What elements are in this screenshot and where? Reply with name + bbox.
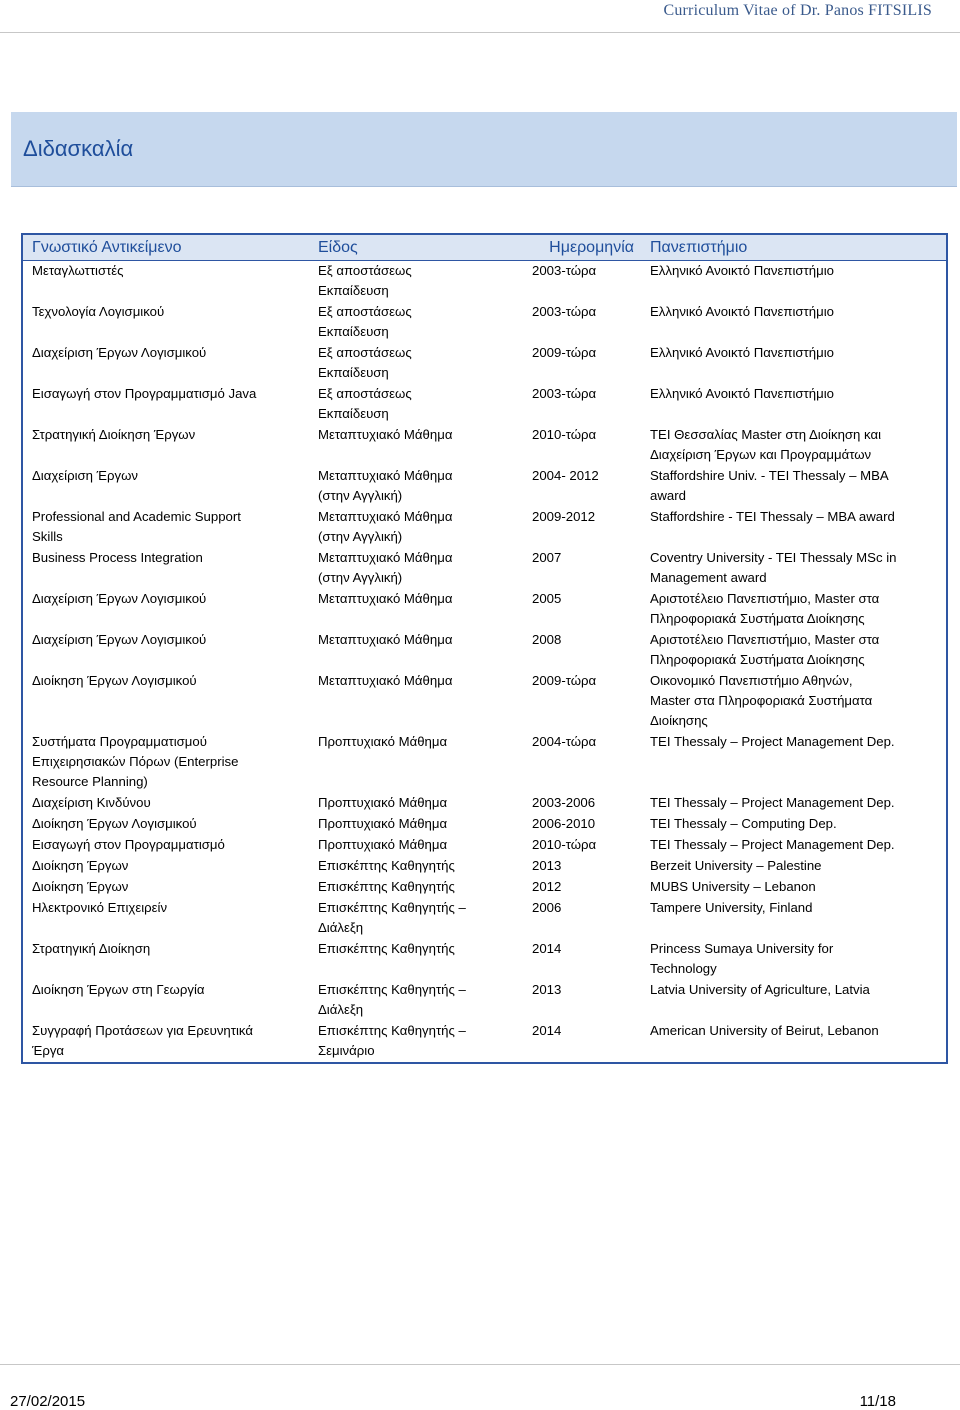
cell-university: Berzeit University – Palestine xyxy=(650,858,822,873)
cell-type: Εξ αποστάσεως Εκπαίδευση xyxy=(318,386,412,421)
cell-type: Μεταπτυχιακό Μάθημα (στην Αγγλική) xyxy=(318,468,453,503)
column-header-university: Πανεπιστήμιο xyxy=(640,234,947,261)
header-divider xyxy=(0,32,960,33)
cell-subject: Εισαγωγή στον Προγραμματισμό xyxy=(32,837,225,852)
cell-date: 2004- 2012 xyxy=(532,468,599,483)
cell-type: Προπτυχιακό Μάθημα xyxy=(318,816,448,831)
cell-type: Επισκέπτης Καθηγητής xyxy=(318,879,455,894)
cell-date: 2004-τώρα xyxy=(532,734,597,749)
cell-university: TEI Thessaly – Project Management Dep. xyxy=(650,734,895,749)
cell-type: Επισκέπτης Καθηγητής – Διάλεξη xyxy=(318,982,466,1017)
cell-date: 2006-2010 xyxy=(532,816,596,831)
cell-type: Εξ αποστάσεως Εκπαίδευση xyxy=(318,304,412,339)
cell-date: 2003-τώρα xyxy=(532,263,597,278)
cell-type: Μεταπτυχιακό Μάθημα xyxy=(318,673,453,688)
teaching-table xyxy=(21,233,948,1064)
document-header-title: Curriculum Vitae of Dr. Panos FITSILIS xyxy=(663,2,932,19)
table-row xyxy=(22,425,947,466)
cell-university: American University of Beirut, Lebanon xyxy=(650,1023,879,1038)
table-row xyxy=(22,732,947,793)
table-row xyxy=(22,939,947,980)
cell-university: TEI Thessaly – Computing Dep. xyxy=(650,816,837,831)
cell-subject: Business Process Integration xyxy=(32,550,203,565)
cell-type: Μεταπτυχιακό Μάθημα (στην Αγγλική) xyxy=(318,509,453,544)
cell-university: Ελληνικό Ανοικτό Πανεπιστήμιο xyxy=(650,304,834,319)
table-row xyxy=(22,261,947,303)
table-row xyxy=(22,630,947,671)
cell-type: Προπτυχιακό Μάθημα xyxy=(318,734,448,749)
cell-date: 2003-τώρα xyxy=(532,304,597,319)
table-row xyxy=(22,835,947,856)
cell-subject: Εισαγωγή στον Προγραμματισμό Java xyxy=(32,386,257,401)
footer-page-number: 11/18 xyxy=(859,1393,896,1410)
cell-subject: Μεταγλωττιστές xyxy=(32,263,124,278)
cell-university: Latvia University of Agriculture, Latvia xyxy=(650,982,870,997)
cell-university: Princess Sumaya University for Technology xyxy=(650,941,834,976)
table-row xyxy=(22,793,947,814)
cell-type: Επισκέπτης Καθηγητής xyxy=(318,858,455,873)
cell-type: Προπτυχιακό Μάθημα xyxy=(318,795,448,810)
table-row xyxy=(22,898,947,939)
column-header-subject: Γνωστικό Αντικείμενο xyxy=(22,234,310,261)
cell-type: Επισκέπτης Καθηγητής – Σεμινάριο xyxy=(318,1023,466,1058)
cell-subject: Διαχείριση Έργων Λογισμικού xyxy=(32,345,207,360)
cell-subject: Συστήματα Προγραμματισμού Επιχειρησιακών Πόρων (Enterprise Resource Planning) xyxy=(32,734,239,789)
table-row xyxy=(22,548,947,589)
cell-date: 2014 xyxy=(532,941,562,956)
cell-university: Οικονομικό Πανεπιστήμιο Αθηνών, Master στα Πληροφοριακά Συστήματα Διοίκησης xyxy=(650,673,873,728)
table-row xyxy=(22,814,947,835)
cell-subject: Διοίκηση Έργων xyxy=(32,879,129,894)
table-row xyxy=(22,856,947,877)
cell-type: Μεταπτυχιακό Μάθημα xyxy=(318,591,453,606)
footer-date: 27/02/2015 xyxy=(10,1393,86,1410)
table-row xyxy=(22,384,947,425)
cell-date: 2010-τώρα xyxy=(532,427,597,442)
cell-university: ΤΕΙ Θεσσαλίας Master στη Διοίκηση και Διαχείριση Έργων και Προγραμμάτων xyxy=(650,427,882,462)
cell-subject: Professional and Academic Support Skills xyxy=(32,509,241,544)
cell-type: Μεταπτυχιακό Μάθημα xyxy=(318,427,453,442)
cell-university: Ελληνικό Ανοικτό Πανεπιστήμιο xyxy=(650,386,834,401)
cell-university: TEI Thessaly – Project Management Dep. xyxy=(650,795,895,810)
cell-university: MUBS University – Lebanon xyxy=(650,879,816,894)
cell-subject: Διαχείριση Έργων Λογισμικού xyxy=(32,632,207,647)
cell-university: Staffordshire - TEI Thessaly – MBA award xyxy=(650,509,895,524)
cell-date: 2005 xyxy=(532,591,562,606)
cell-subject: Διαχείριση Έργων xyxy=(32,468,138,483)
table-row xyxy=(22,671,947,732)
table-body xyxy=(22,261,947,1064)
cell-date: 2009-τώρα xyxy=(532,673,597,688)
cell-date: 2012 xyxy=(532,879,562,894)
cell-date: 2003-τώρα xyxy=(532,386,597,401)
section-title: Διδασκαλία xyxy=(23,136,134,161)
cell-university: Coventry University - TEI Thessaly MSc in Management award xyxy=(650,550,897,585)
cell-subject: Διαχείριση Έργων Λογισμικού xyxy=(32,591,207,606)
cell-date: 2013 xyxy=(532,858,562,873)
table-row xyxy=(22,466,947,507)
cell-type: Επισκέπτης Καθηγητής – Διάλεξη xyxy=(318,900,466,935)
cell-subject: Ηλεκτρονικό Επιχειρείν xyxy=(32,900,168,915)
table-row xyxy=(22,507,947,548)
cell-university: Staffordshire Univ. - TEI Thessaly – MBA award xyxy=(650,468,889,503)
section-heading-band xyxy=(11,112,957,187)
cell-university: Tampere University, Finland xyxy=(650,900,813,915)
cell-subject: Διοίκηση Έργων στη Γεωργία xyxy=(32,982,205,997)
table-row xyxy=(22,343,947,384)
column-header-type: Είδος xyxy=(310,234,518,261)
cell-type: Προπτυχιακό Μάθημα xyxy=(318,837,448,852)
cell-date: 2009-τώρα xyxy=(532,345,597,360)
cell-type: Μεταπτυχιακό Μάθημα xyxy=(318,632,453,647)
table-row xyxy=(22,877,947,898)
cell-date: 2003-2006 xyxy=(532,795,596,810)
table-row xyxy=(22,980,947,1021)
cell-type: Εξ αποστάσεως Εκπαίδευση xyxy=(318,263,412,298)
cell-date: 2014 xyxy=(532,1023,562,1038)
cell-subject: Διοίκηση Έργων Λογισμικού xyxy=(32,816,197,831)
cell-date: 2009-2012 xyxy=(532,509,596,524)
cell-date: 2008 xyxy=(532,632,562,647)
cell-type: Μεταπτυχιακό Μάθημα (στην Αγγλική) xyxy=(318,550,453,585)
cell-date: 2013 xyxy=(532,982,562,997)
cell-type: Επισκέπτης Καθηγητής xyxy=(318,941,455,956)
table-row xyxy=(22,302,947,343)
table-row xyxy=(22,1021,947,1063)
cell-subject: Διαχείριση Κινδύνου xyxy=(32,795,151,810)
cell-subject: Στρατηγική Διοίκηση Έργων xyxy=(32,427,196,442)
cell-date: 2006 xyxy=(532,900,562,915)
cell-subject: Διοίκηση Έργων xyxy=(32,858,129,873)
column-header-date: Ημερομηνία xyxy=(518,234,640,261)
cell-university: Ελληνικό Ανοικτό Πανεπιστήμιο xyxy=(650,263,834,278)
cell-subject: Τεχνολογία Λογισμικού xyxy=(32,304,165,319)
table-header-row xyxy=(22,234,947,261)
cell-university: TEI Thessaly – Project Management Dep. xyxy=(650,837,895,852)
cell-date: 2010-τώρα xyxy=(532,837,597,852)
cell-university: Αριστοτέλειο Πανεπιστήμιο, Master στα Πληροφοριακά Συστήματα Διοίκησης xyxy=(650,591,880,626)
footer-divider xyxy=(0,1364,960,1365)
cell-type: Εξ αποστάσεως Εκπαίδευση xyxy=(318,345,412,380)
cell-university: Αριστοτέλειο Πανεπιστήμιο, Master στα Πληροφοριακά Συστήματα Διοίκησης xyxy=(650,632,880,667)
cell-date: 2007 xyxy=(532,550,562,565)
table-row xyxy=(22,589,947,630)
cell-subject: Διοίκηση Έργων Λογισμικού xyxy=(32,673,197,688)
cell-subject: Συγγραφή Προτάσεων για Ερευνητικά Έργα xyxy=(32,1023,253,1058)
cell-university: Ελληνικό Ανοικτό Πανεπιστήμιο xyxy=(650,345,834,360)
cell-subject: Στρατηγική Διοίκηση xyxy=(32,941,151,956)
